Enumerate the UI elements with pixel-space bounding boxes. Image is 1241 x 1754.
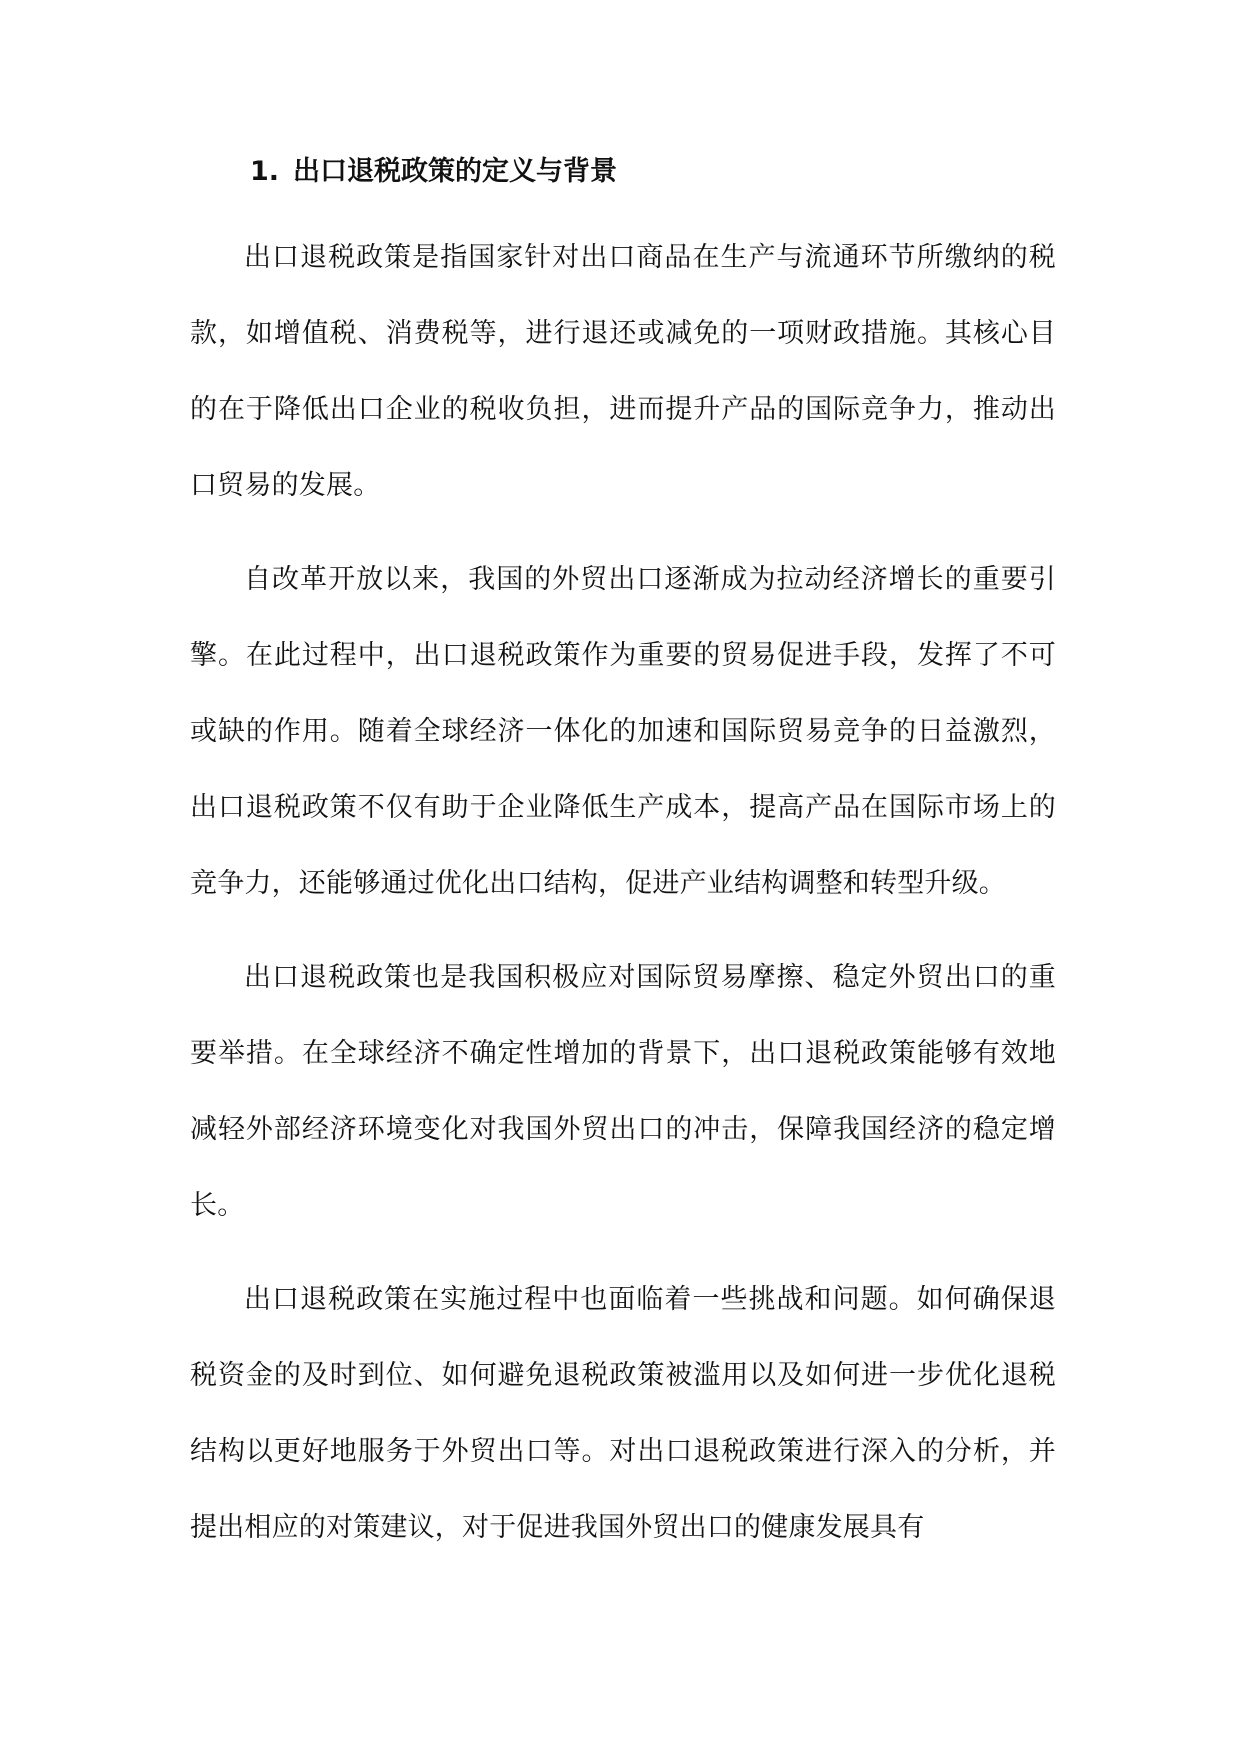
paragraph-background: 自改革开放以来，我国的外贸出口逐渐成为拉动经济增长的重要引擎。在此过程中，出口退税政策作为重要的贸易促进手段，发挥了不可或缺的作用。随着全球经济一体化的加速和国际贸易竞争的日益激烈，出口退税政策不仅有助于企业降低生产成本，提高产品在国际市场上的竞争力，还能够通过优化出口结构，促进产业结构调整和转型升级。 [190,564,1056,899]
section-number: 1. [250,156,280,187]
section-title: 出口退税政策的定义与背景 [293,156,618,187]
paragraph-definition: 出口退税政策是指国家针对出口商品在生产与流通环节所缴纳的税款，如增值税、消费税等，进行退还或减免的一项财政措施。其核心目的在于降低出口企业的税收负担，进而提升产品的国际竞争力，推动出口贸易的发展。 [190,242,1056,501]
document-body [190,142,1056,1566]
paragraph-trade-friction: 出口退税政策也是我国积极应对国际贸易摩擦、稳定外贸出口的重要举措。在全球经济不确定性增加的背景下，出口退税政策能够有效地减轻外部经济环境变化对我国外贸出口的冲击，保障我国经济的稳定增长。 [190,962,1056,1221]
section-heading [250,142,1056,202]
paragraph-challenges: 出口退税政策在实施过程中也面临着一些挑战和问题。如何确保退税资金的及时到位、如何避免退税政策被滥用以及如何进一步优化退税结构以更好地服务于外贸出口等。对出口退税政策进行深入的分析，并提出相应的对策建议，对于促进我国外贸出口的健康发展具有 [190,1284,1056,1543]
